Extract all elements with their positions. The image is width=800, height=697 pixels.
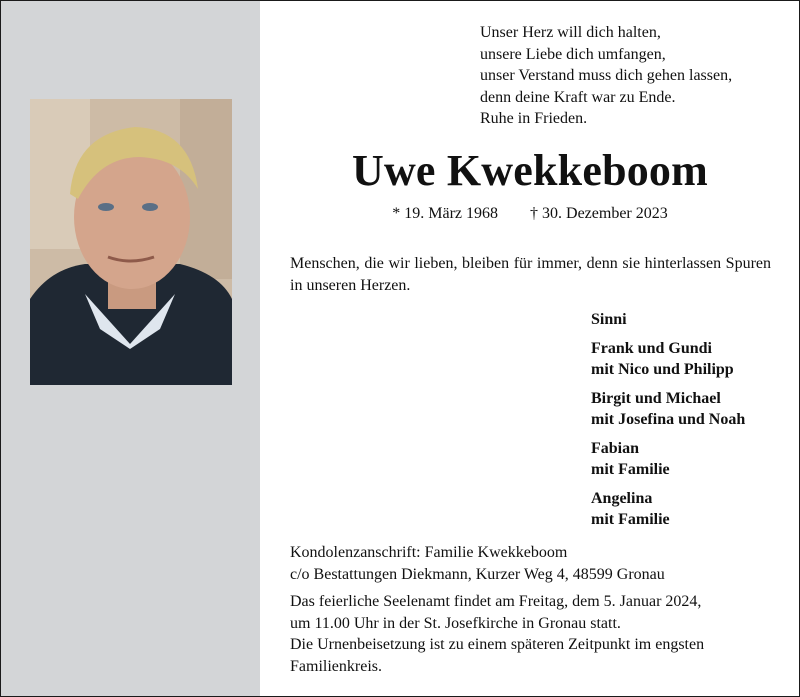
death-date: † 30. Dezember 2023 — [530, 205, 668, 222]
mourner-line: Frank und Gundi — [591, 340, 712, 357]
mourner-line: Birgit und Michael — [591, 390, 721, 407]
mourner-group — [591, 438, 745, 480]
mourner-line: Sinni — [591, 311, 627, 328]
funeral-info — [290, 542, 771, 677]
mourners-list — [591, 309, 745, 538]
mourner-line: mit Familie — [591, 461, 670, 478]
mourner-line: Fabian — [591, 440, 640, 457]
mourner-group — [591, 488, 745, 530]
poem-line: unser Verstand muss dich gehen lassen, — [480, 67, 733, 84]
mourner-line: mit Familie — [591, 511, 670, 528]
poem-line: denn deine Kraft war zu Ende. — [480, 88, 676, 106]
mourner-group — [591, 338, 745, 380]
condolence-line: Kondolenzanschrift: Familie Kwekkeboom — [290, 544, 568, 561]
poem-line: Unser Herz will dich halten, — [480, 24, 661, 41]
service-line: Familienkreis. — [290, 657, 382, 675]
mourner-line: mit Josefina und Noah — [591, 411, 746, 428]
life-dates — [290, 205, 770, 223]
mourner-line: mit Nico und Philipp — [591, 361, 734, 378]
service-line: Die Urnenbeisetzung ist zu einem späteren Zeitpunkt im engsten — [290, 636, 705, 653]
poem-line: Ruhe in Frieden. — [480, 110, 588, 127]
service-line: um 11.00 Uhr in der St. Josefkirche in Gronau statt. — [290, 614, 621, 632]
mourner-line: Angelina — [591, 490, 653, 507]
mourner-group — [591, 309, 745, 330]
poem — [480, 22, 732, 130]
condolence-line: c/o Bestattungen Diekmann, Kurzer Weg 4, 48599 Gronau — [290, 565, 665, 583]
mourner-group — [591, 388, 745, 430]
portrait-photo — [30, 99, 232, 385]
birth-date: * 19. März 1968 — [392, 205, 499, 222]
service-line: Das feierliche Seelenamt findet am Freitag, dem 5. Januar 2024, — [290, 593, 702, 610]
memorial-quote: Menschen, die wir lieben, bleiben für immer, denn sie hinterlassen Spuren in unseren Herzen. — [290, 255, 771, 294]
poem-line: unsere Liebe dich umfangen, — [480, 45, 666, 63]
deceased-name: Uwe Kwekkeboom — [351, 146, 708, 195]
